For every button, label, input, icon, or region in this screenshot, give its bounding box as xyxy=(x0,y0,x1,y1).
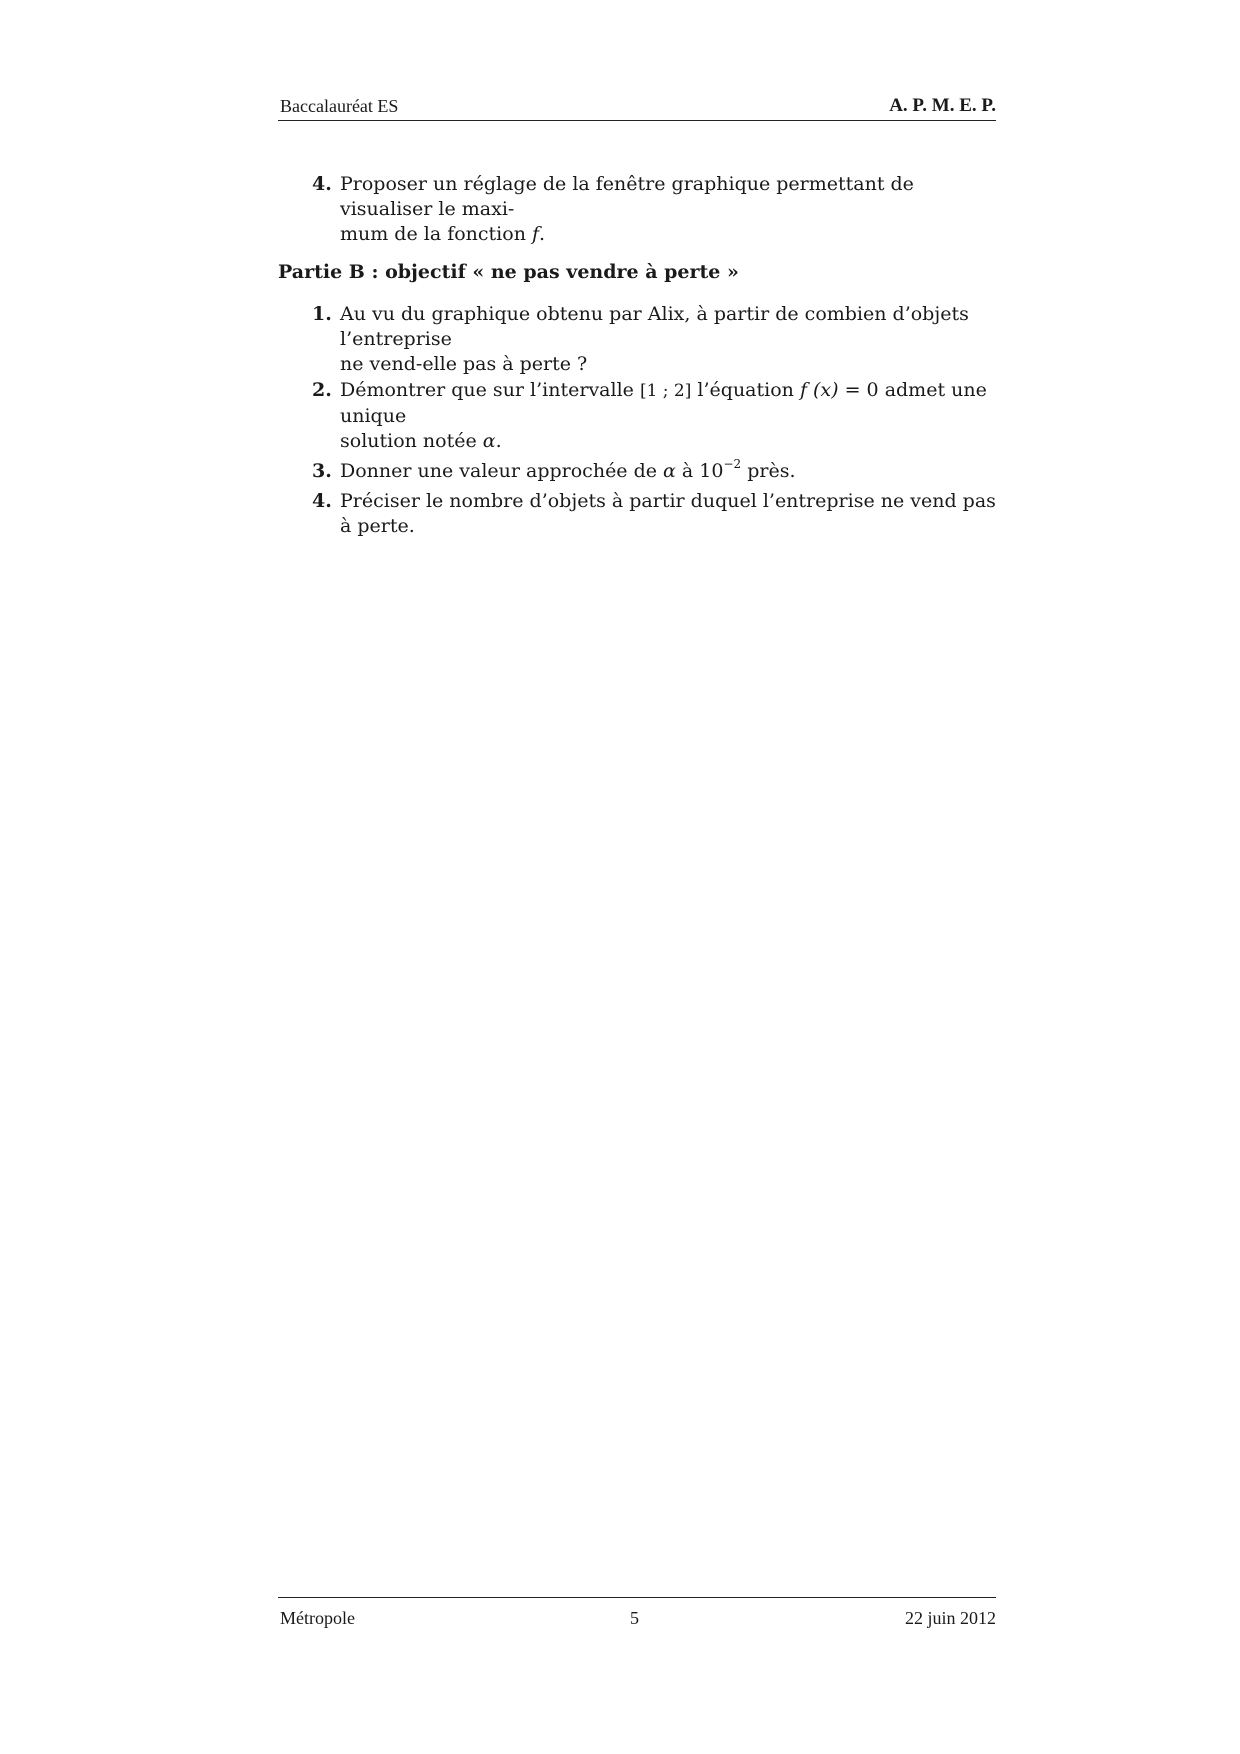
question-b4 xyxy=(278,489,996,539)
question-text: Préciser le nombre d’objets à partir duquel l’entreprise ne vend pas à perte. xyxy=(340,490,996,537)
question-number: 3. xyxy=(312,460,332,482)
question-b2 xyxy=(278,378,996,454)
page-header xyxy=(278,94,996,121)
question-number: 4. xyxy=(312,173,332,195)
question-text-line2: ne vend-elle pas à perte ? xyxy=(340,353,588,375)
math-alpha: α xyxy=(663,460,676,482)
question-a4 xyxy=(278,172,996,247)
page-footer xyxy=(278,1597,996,1628)
document-body xyxy=(278,172,996,539)
section-title-partie-b: Partie B : objectif « ne pas vendre à perte » xyxy=(278,261,739,283)
header-exam-title: Baccalauréat ES xyxy=(280,96,399,116)
math-exponent: −2 xyxy=(723,456,742,471)
question-text-part2: à 10 xyxy=(675,460,724,482)
question-text-part1: Donner une valeur approchée de xyxy=(340,460,664,482)
question-text-part3: = 0 admet une unique xyxy=(340,379,987,427)
question-text-end: . xyxy=(539,223,546,245)
question-text-part2: l’équation xyxy=(691,379,800,401)
question-number: 4. xyxy=(312,490,332,512)
question-text-line1: Au vu du graphique obtenu par Alix, à partir de combien d’objets l’entreprise xyxy=(340,303,969,350)
question-text-part3: près. xyxy=(741,460,796,482)
question-number: 1. xyxy=(312,303,332,325)
question-text-line2: mum de la fonction xyxy=(340,223,532,245)
footer-location: Métropole xyxy=(280,1608,355,1628)
question-text-end: . xyxy=(495,430,502,452)
question-text-part1: Démontrer que sur l’intervalle xyxy=(340,379,640,401)
footer-date: 22 juin 2012 xyxy=(904,1608,996,1628)
question-number: 2. xyxy=(312,379,332,401)
header-publisher: A. P. M. E. P. xyxy=(889,95,996,116)
question-b1 xyxy=(278,302,996,377)
question-b3 xyxy=(278,456,996,484)
question-text-line2: solution notée xyxy=(340,430,483,452)
math-function-f: f xyxy=(531,223,540,245)
question-text-line1: Proposer un réglage de la fenêtre graphique permettant de visualiser le maxi- xyxy=(340,173,914,220)
math-interval: [1 ; 2] xyxy=(639,381,692,401)
footer-page-number: 5 xyxy=(630,1608,639,1628)
math-equation: f (x) xyxy=(799,379,839,401)
math-alpha: α xyxy=(482,430,496,452)
